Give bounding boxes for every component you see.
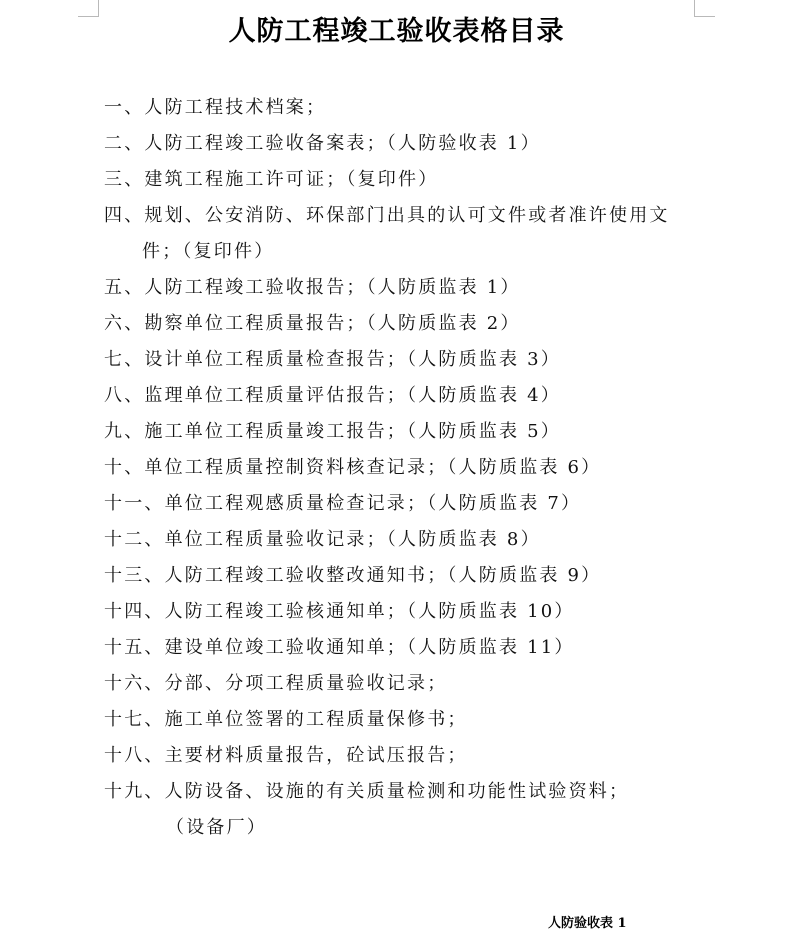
toc-item-text: 四、规划、公安消防、环保部门出具的认可文件或者准许使用文 — [104, 205, 670, 226]
toc-item-text: 十九、人防设备、设施的有关质量检测和功能性试验资料； — [104, 781, 630, 802]
toc-item-text: 五、人防工程竣工验收报告；（人防质监表 1） — [104, 277, 521, 298]
toc-item-text: 十、单位工程质量控制资料核查记录；（人防质监表 6） — [104, 457, 602, 478]
toc-item-text: 七、设计单位工程质量检查报告；（人防质监表 3） — [104, 349, 561, 370]
form-number-label: 人防验收表 1 — [548, 916, 627, 931]
toc-item — [104, 594, 704, 630]
toc-item-text: 九、施工单位工程质量竣工报告；（人防质监表 5） — [104, 421, 561, 442]
toc-item — [104, 702, 704, 738]
toc-list — [104, 90, 704, 846]
toc-item — [104, 738, 704, 774]
toc-item — [104, 306, 704, 342]
toc-item — [104, 774, 704, 846]
document-title: 人防工程竣工验收表格目录 — [228, 16, 565, 47]
toc-item-text: 六、勘察单位工程质量报告；（人防质监表 2） — [104, 313, 521, 334]
toc-item-continuation: （设备厂） — [166, 817, 267, 838]
toc-item — [104, 198, 704, 270]
toc-item — [104, 162, 704, 198]
toc-item-text: 十六、分部、分项工程质量验收记录； — [104, 673, 448, 694]
toc-item-text: 三、建筑工程施工许可证；（复印件） — [104, 169, 439, 190]
toc-item — [104, 450, 704, 486]
toc-item-text: 一、人防工程技术档案； — [104, 97, 327, 118]
toc-item — [104, 342, 704, 378]
toc-item — [104, 270, 704, 306]
toc-item-text: 十一、单位工程观感质量检查记录；（人防质监表 7） — [104, 493, 582, 514]
toc-item — [104, 522, 704, 558]
toc-item — [104, 414, 704, 450]
toc-item-text: 二、人防工程竣工验收备案表；（人防验收表 1） — [104, 133, 541, 154]
toc-item-text: 十二、单位工程质量验收记录；（人防质监表 8） — [104, 529, 541, 550]
toc-item — [104, 666, 704, 702]
toc-item-continuation: 件；（复印件） — [142, 241, 275, 262]
toc-item — [104, 486, 704, 522]
toc-item — [104, 126, 704, 162]
toc-item-text: 十三、人防工程竣工验收整改通知书；（人防质监表 9） — [104, 565, 602, 586]
toc-item — [104, 558, 704, 594]
toc-item-text: 十八、主要材料质量报告，砼试压报告； — [104, 745, 468, 766]
toc-item-text: 十七、施工单位签署的工程质量保修书； — [104, 709, 468, 730]
toc-item — [104, 630, 704, 666]
toc-item-text: 八、监理单位工程质量评估报告；（人防质监表 4） — [104, 385, 561, 406]
toc-item — [104, 90, 704, 126]
toc-item-text: 十四、人防工程竣工验核通知单；（人防质监表 10） — [104, 601, 575, 622]
toc-item-text: 十五、建设单位竣工验收通知单；（人防质监表 11） — [104, 637, 575, 658]
toc-item — [104, 378, 704, 414]
